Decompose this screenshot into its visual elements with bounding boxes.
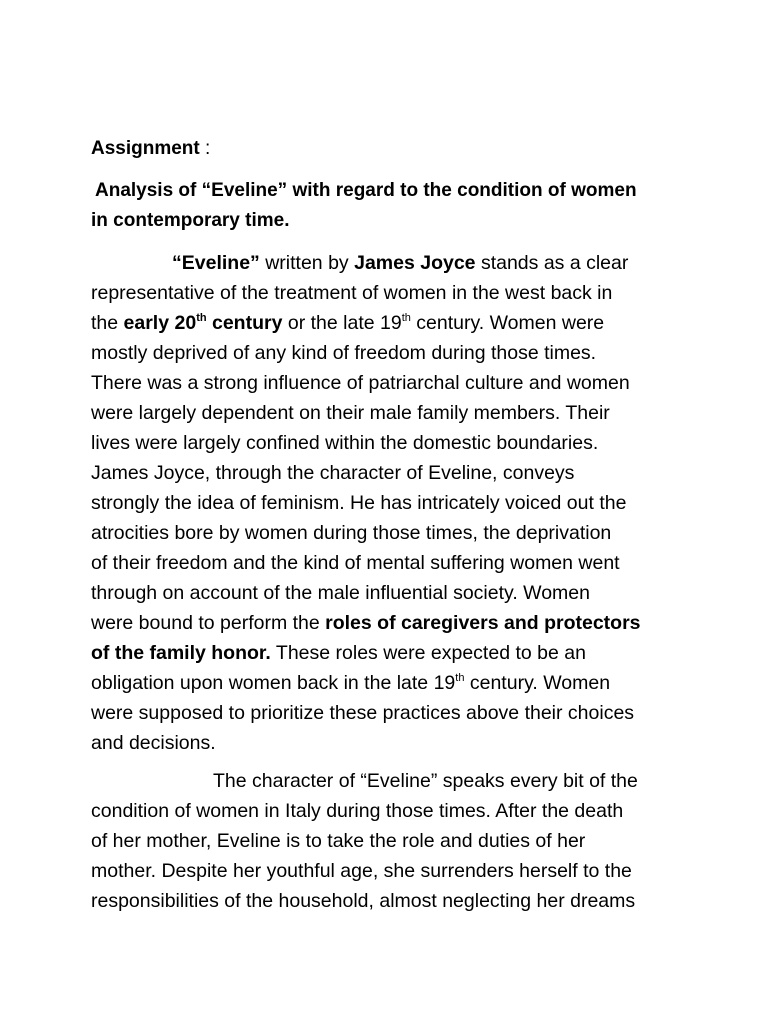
p1-line-12: through on account of the male influential society. Women	[91, 582, 590, 604]
p1-line-5: There was a strong influence of patriarchal culture and women	[91, 372, 630, 394]
assignment-label: Assignment	[91, 138, 200, 159]
p1-line-3: the early 20th century or the late 19th century. Women were	[91, 312, 605, 334]
p1-line-13: were bound to perform the roles of caregivers and protectors	[91, 612, 641, 634]
p1-line-6: were largely dependent on their male family members. Their	[91, 402, 610, 424]
p1-line-2: representative of the treatment of women in the west back in	[91, 282, 613, 304]
p2-line-4: mother. Despite her youthful age, she surrenders herself to the	[91, 860, 632, 882]
assignment-heading	[91, 134, 210, 164]
p2-line-5: responsibilities of the household, almost neglecting her dreams	[91, 890, 636, 912]
p1-line-15: obligation upon women back in the late 19th century. Women	[91, 672, 611, 694]
paragraph-gap	[91, 758, 691, 766]
p1-line-16: were supposed to prioritize these practices above their choices	[91, 702, 635, 724]
p2-line-2: condition of women in Italy during those times. After the death	[91, 800, 624, 822]
title-line-1: Analysis of “Eveline” with regard to the condition of women	[95, 180, 637, 201]
essay-body	[91, 248, 691, 916]
p1-line-17: and decisions.	[91, 732, 216, 754]
p1-line-10: atrocities bore by women during those times, the deprivation	[91, 522, 612, 544]
p1-line-7: lives were largely confined within the domestic boundaries.	[91, 432, 599, 454]
p2-line-1: The character of “Eveline” speaks every bit of the	[213, 770, 638, 792]
p1-line-14: of the family honor. These roles were expected to be an	[91, 642, 586, 664]
p1-line-8: James Joyce, through the character of Eveline, conveys	[91, 462, 575, 484]
p1-line-1: “Eveline” written by James Joyce stands as a clear	[172, 252, 629, 274]
p1-line-11: of their freedom and the kind of mental suffering women went	[91, 552, 620, 574]
p1-line-4: mostly deprived of any kind of freedom during those times.	[91, 342, 597, 364]
assignment-colon: :	[199, 138, 211, 159]
p1-line-9: strongly the idea of feminism. He has intricately voiced out the	[91, 492, 627, 514]
p2-line-3: of her mother, Eveline is to take the role and duties of her	[91, 830, 586, 852]
title-line-2: in contemporary time.	[91, 210, 290, 231]
